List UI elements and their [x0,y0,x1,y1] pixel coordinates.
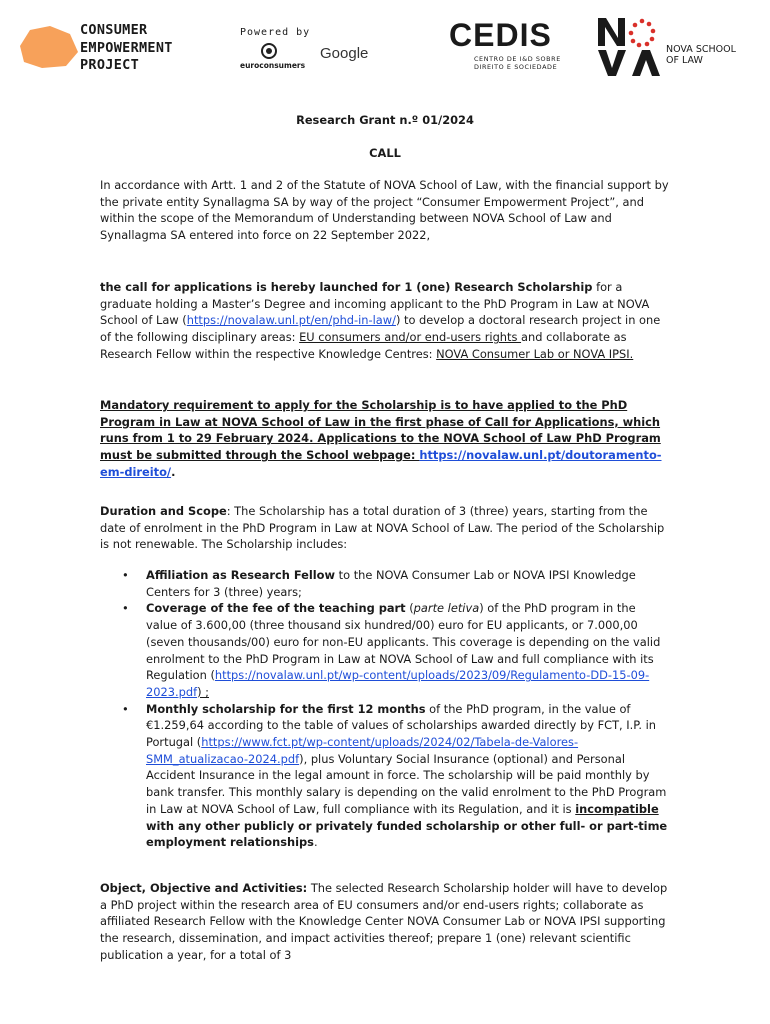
cep-line-2: EMPOWERMENT [80,39,173,56]
duration-text: : The Scholarship has a total duration of 3 (three) years, starting from the date of enrolment in the PhD Program in Law at NOVA School of Law. The period of the Scholarship is not renewable. The Scholarship includes: [100,504,665,552]
euroconsumers-wordmark: euroconsumers [240,61,306,70]
powered-by-label: Powered by [240,27,311,38]
doutoramento-link[interactable]: https://novalaw.unl.pt/doutoramento-em-direito/ [100,448,662,479]
list-item [100,701,670,851]
regulation-link[interactable]: https://novalaw.unl.pt/wp-content/uploads/2023/09/Regulamento-DD-15-09-2023.pdf [146,668,650,699]
bullet-3-text: of the PhD program, in the value of €1.259,64 according to the table of values of scholarships awarded directly by FCT, I.P. in Portugal ( [146,701,656,750]
mandatory-text: Mandatory requirement to apply for the Scholarship is to have applied to the PhD Program in Law at NOVA School of Law in the first phase of Call for Applications, which runs from 1 to 29 February 2024. Applications to the NOVA School of Law PhD Program must be submitted through the School webpage: [100,398,661,463]
object-label: Object, Objective and Activities: [100,881,308,895]
bullet-3-bold-end: with any other publicly or privately funded scholarship or other full- or part-time employment relationships [146,818,668,850]
launch-bold: the call for applications is hereby launched for 1 (one) Research Scholarship [100,280,593,294]
call-heading: CALL [369,146,401,160]
euroconsumers-logo-icon [258,42,280,60]
bullet-2-open: ( [405,601,414,616]
duration-label: Duration and Scope [100,504,227,518]
google-wordmark: Google [320,45,369,62]
launch-text-3: and collaborate as Research Fellow within the respective Knowledge Centres: [100,330,627,361]
cedis-subtitle-line-2: DIREITO E SOCIEDADE [474,63,558,71]
consumer-empowerment-wordmark [80,22,173,75]
list-item [100,600,670,700]
bullet-3-text-2: ), plus Voluntary Social Insurance (optional) and Personal Accident Insurance in the legal amount in force. The scholarship will be paid monthly by bank transfer. This monthly salary is depending on the valid enrolment to the PhD Program in Law at NOVA School of Law, full compliance with its Regulation, and it is [146,751,667,816]
bullet-3-bold: Monthly scholarship for the first 12 months [146,701,426,716]
bullet-2-text: ) of the PhD program in the value of 3.600,00 (three thousand six hundred/00) euro for EU applicants, or 7.000,00 (seven thousands/00) euro for non-EU applicants. This coverage is depending on the valid enrolment to the PhD Program in Law at NOVA School of Law and full compliance with its Regulation ( [146,601,661,683]
grant-title: Research Grant n.º 01/2024 [296,113,474,127]
incompatible-word: incompatible [575,801,659,816]
duration-paragraph [100,503,670,553]
bullet-1-text: to the NOVA Consumer Lab or NOVA IPSI Knowledge Centers for 3 (three) years; [146,568,636,599]
bullet-3-period: . [313,835,318,850]
object-paragraph [100,880,670,964]
object-text: The selected Research Scholarship holder will have to develop a PhD project within the research area of EU consumers and/or end-users rights; collaborate as affiliated Research Fellow with the Knowledge Center NOVA Consumer Lab or NOVA IPSI supporting the research, dissemination, and impact activities thereof; prepare 1 (one) relevant scientific publication a year, for a total of 3 [100,881,668,962]
launch-text-2: ) to develop a doctoral research project in one of the following disciplinary areas: [100,313,661,345]
knowledge-centres: NOVA Consumer Lab or NOVA IPSI. [436,346,634,361]
consumer-empowerment-logo-icon [16,24,82,70]
cep-line-1: CONSUMER [80,22,148,38]
scholarship-includes-list [100,567,670,851]
mandatory-requirement [100,397,670,481]
cep-line-3: PROJECT [80,57,139,73]
bullet-2-italic: parte letiva [413,601,480,616]
cedis-subtitle-line-1: CENTRO DE I&D SOBRE [474,55,561,63]
mandatory-end: . [171,464,176,479]
bullet-2-bold: Coverage of the fee of the teaching part [146,601,406,616]
cedis-wordmark: CEDIS [449,17,552,53]
bullet-icon: • [122,568,129,582]
document-header [0,0,770,90]
fct-values-link[interactable]: https://www.fct.pt/wp-content/uploads/2024/02/Tabela-de-Valores-SMM_atualizacao-2024.pdf [146,735,579,766]
launch-text-1: for a graduate holding a Master’s Degree and incoming applicant to the PhD Program in Law at NOVA School of Law ( [100,280,650,328]
nova-line-1: NOVA SCHOOL [666,44,736,55]
nova-line-2: OF LAW [666,54,703,66]
cedis-subtitle [474,55,561,71]
bullet-icon: • [122,701,129,716]
nova-school-wordmark [666,45,736,66]
bullet-icon: • [122,601,129,616]
bullet-1-bold: Affiliation as Research Fellow [146,568,336,582]
bullet-2-end: ) ; [197,684,209,699]
phd-in-law-link[interactable]: https://novalaw.unl.pt/en/phd-in-law/ [186,313,396,328]
disciplinary-areas: EU consumers and/or end-users rights [299,330,522,345]
launch-paragraph [100,279,670,363]
nova-logo-icon [596,16,660,78]
intro-paragraph: In accordance with Artt. 1 and 2 of the Statute of NOVA School of Law, with the financial support by the private entity Synallagma SA by way of the project “Consumer Empowerment Project”, and within the scope of the Memorandum of Understanding between NOVA School of Law and Synallagma SA entered into force on 22 September 2022, [100,178,669,243]
list-item [100,567,670,600]
